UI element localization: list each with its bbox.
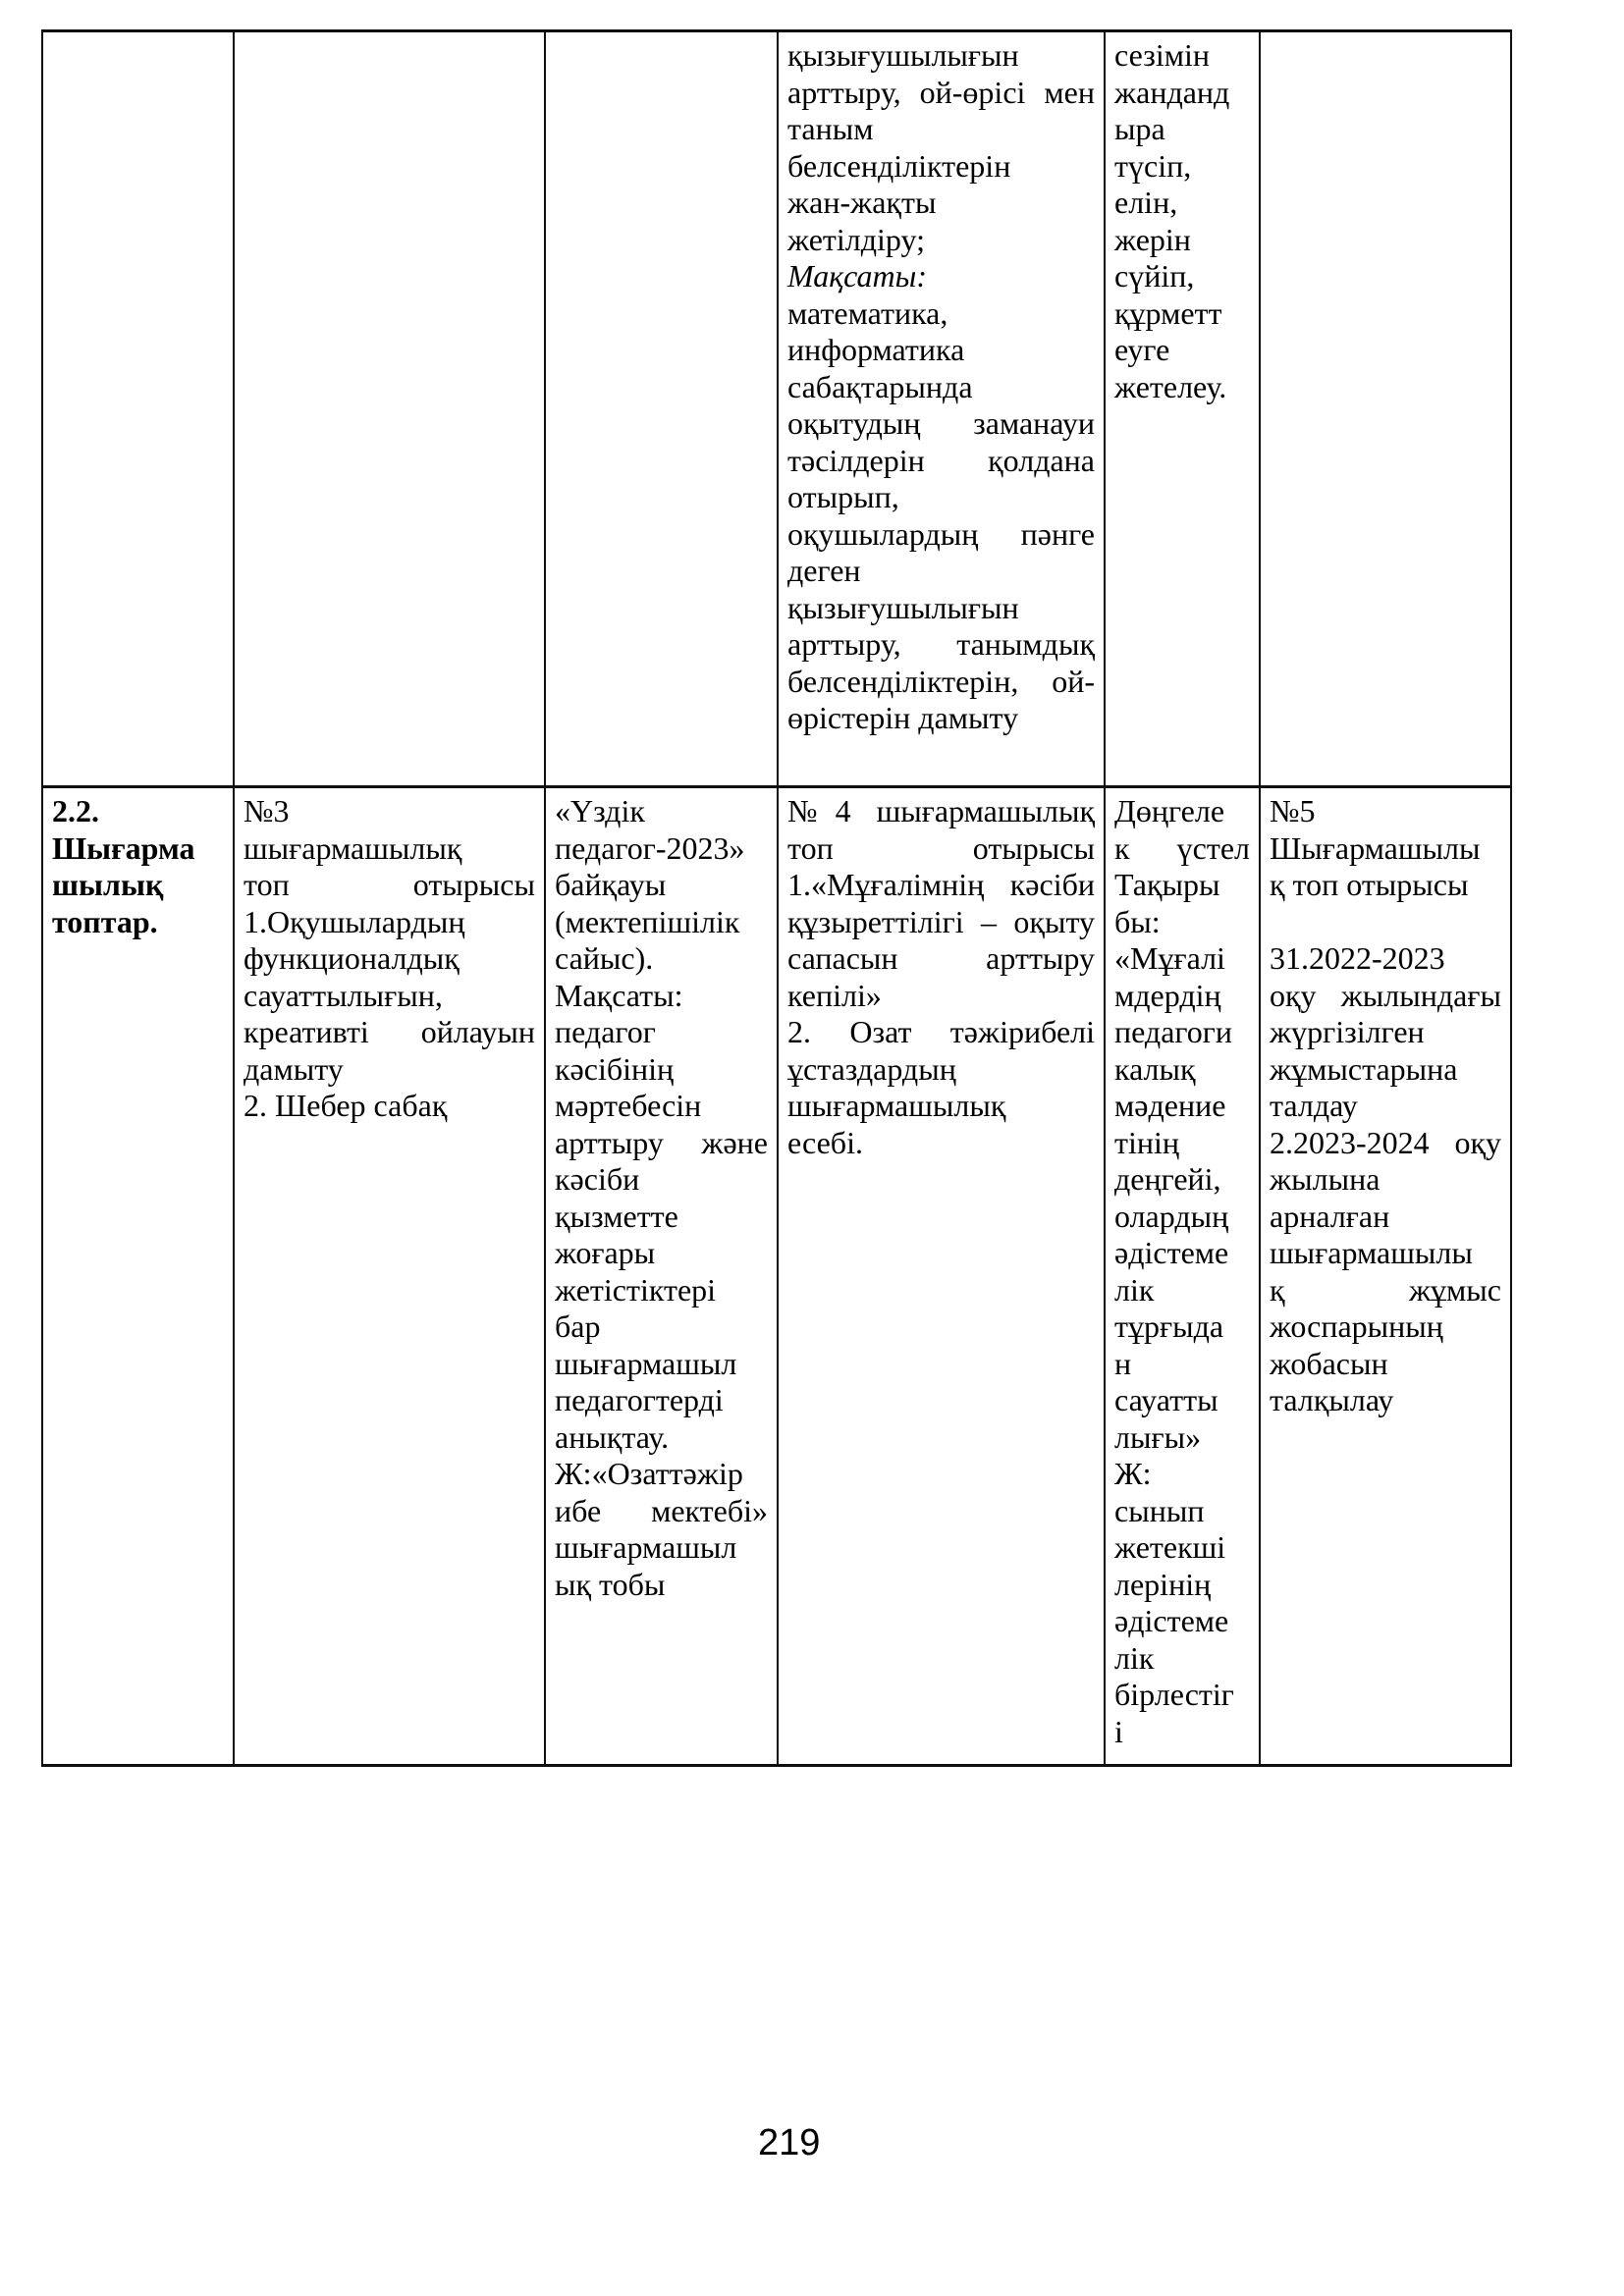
- text-line: жетілдіру;: [787, 221, 925, 257]
- text-line: әдістеме: [1114, 1235, 1229, 1270]
- text-line: функционалдық: [244, 940, 460, 976]
- text-line: отырып,: [787, 479, 899, 514]
- text-line: ұстаздардың: [787, 1050, 956, 1087]
- text-line: калық: [1114, 1050, 1196, 1087]
- text-line: есебі.: [787, 1124, 863, 1160]
- text-line: оқытудың заманауи: [787, 405, 1095, 441]
- text-line: креативті ойлауын: [244, 1014, 535, 1049]
- cell-r2-c3: [545, 787, 778, 1766]
- text-line: і: [1114, 1713, 1123, 1749]
- text-line: 31.2022-2023: [1270, 940, 1445, 976]
- text-line: шығармашыл: [555, 1529, 737, 1565]
- text-line: н: [1114, 1345, 1132, 1381]
- text-line: 2. Озат тәжірибелі: [787, 1014, 1095, 1049]
- text-line: өрістерін дамыту: [787, 700, 1019, 735]
- text-line: арналған: [1270, 1198, 1390, 1234]
- text-line: 1.Оқушылардың: [244, 903, 465, 939]
- text-line: мәртебесін: [555, 1088, 702, 1123]
- table-row-creative-groups: [42, 787, 1511, 1766]
- text-line: шығармашылық: [787, 1088, 1006, 1123]
- text-line: №5: [1270, 793, 1316, 828]
- text-line: деңгейі,: [1114, 1161, 1221, 1197]
- text-line: №4 шығармашылық: [787, 793, 1095, 828]
- cell-r1-c4: [778, 31, 1105, 787]
- text-line: Мақсаты:: [787, 258, 927, 294]
- cell-r2-c1-section-title: [42, 787, 234, 1766]
- text-line: жоғары: [555, 1235, 656, 1270]
- text-line: ық тобы: [555, 1566, 666, 1602]
- text-line: топтар.: [52, 903, 158, 939]
- text-line: бірлестіг: [1114, 1677, 1234, 1712]
- text-line: педагоги: [1114, 1014, 1232, 1049]
- text-line: педагог: [555, 1014, 656, 1049]
- text-line: бар: [555, 1308, 601, 1344]
- work-plan-table: [41, 29, 1512, 1767]
- text-line: шығармашыл: [555, 1345, 737, 1381]
- text-line: арттыру және: [555, 1124, 768, 1160]
- text-line: ыра: [1114, 111, 1165, 146]
- text-line: математика,: [787, 294, 948, 331]
- text-line: топ отырысы: [244, 867, 535, 902]
- text-line: жанданд: [1114, 74, 1230, 110]
- text-line: деген: [787, 553, 861, 588]
- text-line: 2.2023-2024 оқу: [1270, 1124, 1501, 1160]
- text-line: шығармашылық: [244, 829, 462, 866]
- text-line: кәсібінің: [555, 1050, 675, 1087]
- text-line: сабақтарында: [787, 368, 973, 404]
- text-line: Шығармашылы: [1270, 829, 1481, 866]
- text-line: жүргізілген: [1270, 1014, 1425, 1049]
- text-line: қызметте: [555, 1198, 678, 1234]
- text-line: талқылау: [1270, 1382, 1394, 1417]
- text-line: анықтау.: [555, 1418, 670, 1455]
- text-line: топ отырысы: [787, 829, 1095, 866]
- text-line: лерінің: [1114, 1566, 1212, 1602]
- text-line: белсенділіктерін, ой-: [787, 663, 1095, 699]
- text-line: мдердің: [1114, 977, 1221, 1013]
- text-line: 2.2.: [52, 793, 99, 828]
- text-line: қызығушылығын: [787, 589, 1019, 625]
- text-line: Дөңгеле: [1114, 793, 1225, 828]
- text-line: (мектепішілік: [555, 903, 740, 939]
- text-line: арттыру, танымдық: [787, 626, 1095, 662]
- text-line: арттыру, ой-өрісі мен: [787, 74, 1095, 110]
- text-line: сайыс).: [555, 940, 654, 976]
- text-line: Шығарма: [52, 829, 195, 866]
- text-line: жетекші: [1114, 1529, 1226, 1565]
- text-line: тұрғыда: [1114, 1308, 1224, 1344]
- text-line: сүйіп,: [1114, 258, 1195, 294]
- text-line: оқушылардың пәнге: [787, 515, 1095, 552]
- text-line: қызығушылығын: [787, 37, 1019, 73]
- text-line: олардың: [1114, 1198, 1229, 1234]
- text-line: мәдение: [1114, 1088, 1226, 1123]
- text-line: «Үздік: [555, 793, 645, 828]
- cell-r1-c3: [545, 31, 778, 787]
- cell-r1-c5: [1105, 31, 1260, 787]
- text-line: жан-жақты: [787, 185, 937, 220]
- text-line: кепілі»: [787, 977, 882, 1013]
- text-line: құрметт: [1114, 294, 1222, 331]
- text-line: лік: [1114, 1271, 1155, 1308]
- text-line: сезімін: [1114, 37, 1210, 73]
- cell-r2-c5: [1105, 787, 1260, 1766]
- text-line: тінің: [1114, 1124, 1180, 1160]
- text-line: жетелеу.: [1114, 368, 1227, 404]
- text-line: педагогтерді: [555, 1382, 724, 1417]
- text-line: жоспарының: [1270, 1308, 1443, 1344]
- text-line: әдістеме: [1114, 1603, 1229, 1638]
- text-line: «Мұғалі: [1114, 940, 1225, 976]
- text-line: бы:: [1114, 903, 1161, 939]
- text-line: сауатты: [1114, 1382, 1218, 1417]
- text-line: Ж:«Озаттәжір: [555, 1456, 743, 1491]
- text-line: к үстел: [1114, 829, 1250, 866]
- text-line: Тақыры: [1114, 867, 1220, 902]
- text-line: сапасын арттыру: [787, 940, 1095, 976]
- page-number: 219: [758, 2122, 821, 2163]
- text-line: құзыреттілігі – оқыту: [787, 903, 1095, 939]
- text-line: дамыту: [244, 1050, 344, 1087]
- text-line: жерін: [1114, 221, 1191, 257]
- cell-r2-c4: [778, 787, 1105, 1766]
- text-line: Ж:: [1114, 1456, 1152, 1491]
- text-line: оқу жылындағы: [1270, 977, 1501, 1013]
- text-line: лік: [1114, 1639, 1155, 1676]
- text-line: кәсіби: [555, 1161, 640, 1197]
- text-line: талдау: [1270, 1088, 1358, 1123]
- text-line: тәсілдерін қолдана: [787, 442, 1095, 478]
- text-line: 2. Шебер сабақ: [244, 1088, 448, 1123]
- text-line: белсенділіктерін: [787, 147, 1011, 184]
- text-line: қ жұмыс: [1270, 1271, 1501, 1308]
- text-line: информатика: [787, 332, 965, 367]
- cell-r1-c2: [234, 31, 545, 787]
- text-line: сынып: [1114, 1492, 1205, 1528]
- cell-r1-c6: [1260, 31, 1511, 787]
- text-line: жұмыстарына: [1270, 1050, 1458, 1087]
- text-line: еуге: [1114, 332, 1170, 367]
- cell-r1-c1: [42, 31, 234, 787]
- text-line: 1.«Мұғалімнің кәсіби: [787, 867, 1095, 902]
- text-line: Мақсаты:: [555, 977, 683, 1013]
- cell-r2-c2: [234, 787, 545, 1766]
- text-line: лығы»: [1114, 1418, 1202, 1455]
- text-line: жобасын: [1270, 1345, 1388, 1381]
- text-line: таным: [787, 111, 874, 146]
- text-line: сауаттылығын,: [244, 977, 443, 1013]
- text-line: №3: [244, 793, 290, 828]
- text-line: педагог-2023»: [555, 829, 745, 866]
- text-line: шығармашылы: [1270, 1235, 1473, 1270]
- text-line: елін,: [1114, 185, 1178, 220]
- text-line: байқауы: [555, 867, 667, 902]
- text-line: шылық: [52, 867, 164, 902]
- text-line: жетістіктері: [555, 1271, 717, 1308]
- text-line: түсіп,: [1114, 147, 1192, 184]
- cell-r2-c6: [1260, 787, 1511, 1766]
- text-line: қ топ отырысы: [1270, 867, 1469, 902]
- text-line: [1270, 904, 1501, 941]
- text-line: ибе мектебі»: [555, 1492, 768, 1528]
- table-row-continuation: [42, 31, 1511, 787]
- text-line: жылына: [1270, 1161, 1380, 1197]
